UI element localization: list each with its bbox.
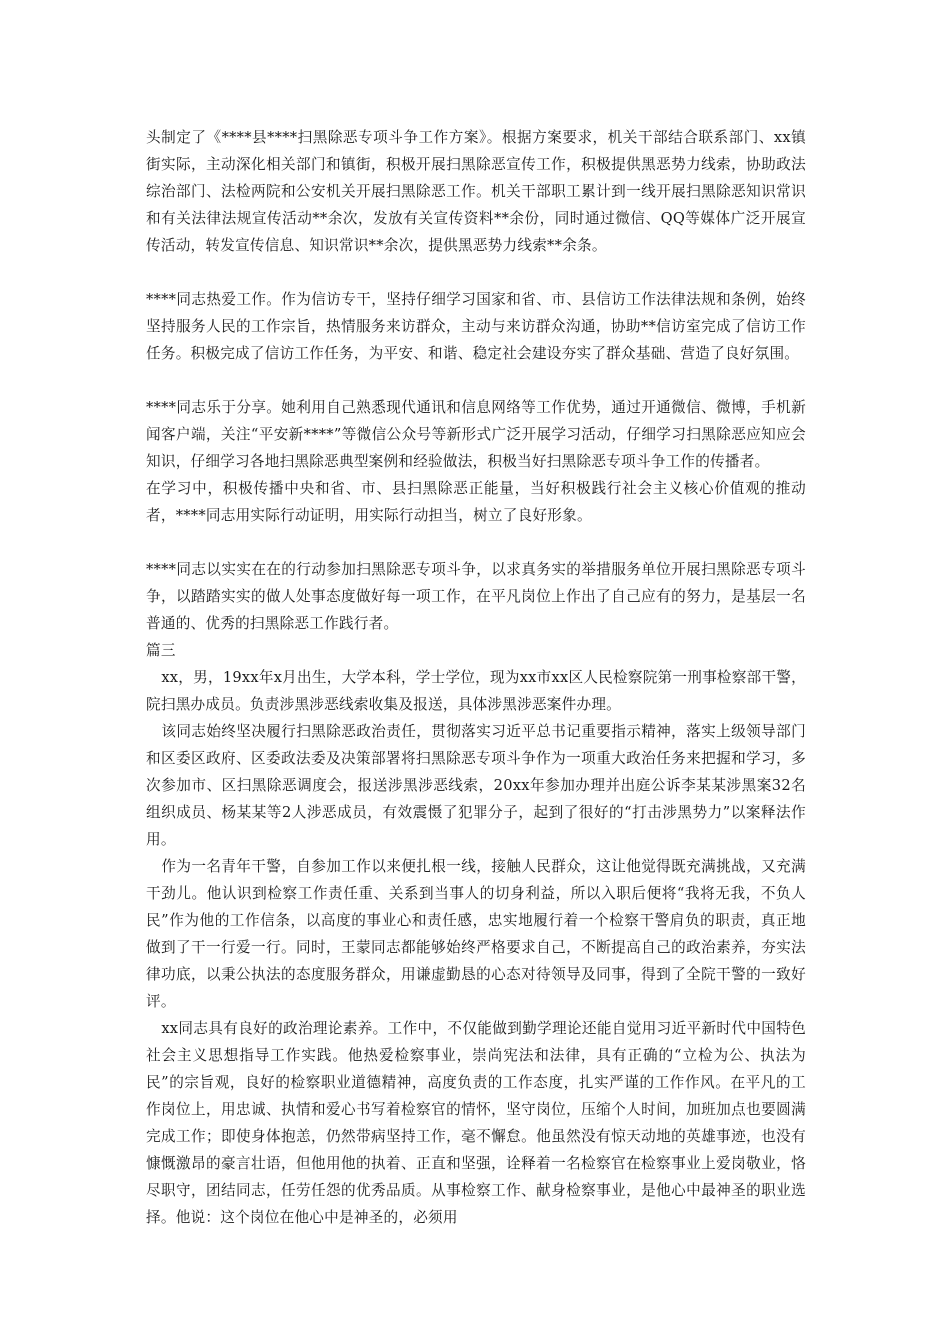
- document-body: [146, 124, 806, 1231]
- paragraph-spacer: [146, 367, 806, 394]
- paragraph-spacer: [146, 259, 806, 286]
- paragraph-theory-literacy: xx同志具有良好的政治理论素养。工作中，不仅能做到勤学理论还能自觉用习近平新时代中国特色社会主义思想指导工作实践。他热爱检察事业，崇尚宪法和法律，具有正确的“立检为公、执法为民”的宗旨观，良好的检察职业道德精神，高度负责的工作态度，扎实严谨的工作作风。在平凡的工作岗位上，用忠诚、执情和爱心书写着检察官的情怀，坚守岗位，压缩个人时间，加班加点也要圆满完成工作；即使身体抱恙，仍然带病坚持工作，毫不懈怠。他虽然没有惊天动地的英雄事迹，也没有慷慨激昂的豪言壮语，但他用他的执着、正直和坚强，诠释着一名检察官在检察事业上爱岗敬业，恪尽职守，团结同志，任劳任怨的优秀品质。从事检察工作、献身检察事业，是他心中最神圣的职业选择。他说：这个岗位在他心中是神圣的，必须用: [146, 1020, 806, 1226]
- paragraph-sharing: ****同志乐于分享。她利用自己熟悉现代通讯和信息网络等工作优势，通过开通微信、微博，手机新闻客户端，关注“平安新****”等微信公众号等新形式广泛开展学习活动，仔细学习扫黑除恶应知应会知识，仔细学习各地扫黑除恶典型案例和经验做法，积极当好扫黑除恶专项斗争工作的传播者。: [146, 399, 806, 470]
- paragraph-political-duty: 该同志始终坚决履行扫黑除恶政治责任，贯彻落实习近平总书记重要指示精神，落实上级领导部门和区委区政府、区委政法委及决策部署将扫黑除恶专项斗争作为一项重大政治任务来把握和学习，多次参加市、区扫黑除恶调度会，报送涉黑涉恶线索，20xx年参加办理并出庭公诉李某某涉黑案32名组织成员、杨某某等2人涉恶成员，有效震慑了犯罪分子，起到了很好的“打击涉黑势力”以案释法作用。: [146, 723, 806, 848]
- paragraph-practitioner: ****同志以实实在在的行动参加扫黑除恶专项斗争，以求真务实的举措服务单位开展扫黑除恶专项斗争，以踏踏实实的做人处事态度做好每一项工作，在平凡岗位上作出了自己应有的努力，是基层一名普通的、优秀的扫黑除恶工作践行者。: [146, 561, 806, 632]
- paragraph-young-officer: 作为一名青年干警，自参加工作以来便扎根一线，接触人民群众，这让他觉得既充满挑战，又充满干劲儿。他认识到检察工作责任重、关系到当事人的切身利益，所以入职后便将“我将无我，不负人民”作为他的工作信条，以高度的事业心和责任感，忠实地履行着一个检察干警肩负的职责，真正地做到了干一行爱一行。同时，王蒙同志都能够始终严格要求自己，不断提高自己的政治素养，夯实法律功底，以秉公执法的态度服务群众，用谦虚勤恳的心态对待领导及同事，得到了全院干警的一致好评。: [146, 858, 806, 1010]
- paragraph-work-plan: 头制定了《****县****扫黑除恶专项斗争工作方案》。根据方案要求，机关干部结合联系部门、xx镇街实际，主动深化相关部门和镇街，积极开展扫黑除恶宣传工作，积极提供黑恶势力线索，协助政法综治部门、法检两院和公安机关开展扫黑除恶工作。机关干部职工累计到一线开展扫黑除恶知识常识和有关法律法规宣传活动**余次，发放有关宣传资料**余份，同时通过微信、QQ等媒体广泛开展宣传活动，转发宣传信息、知识常识**余次，提供黑恶势力线索**余条。: [146, 129, 806, 254]
- paragraph-spacer: [146, 529, 806, 556]
- paragraph-petition-work: ****同志热爱工作。作为信访专干，坚持仔细学习国家和省、市、县信访工作法律法规和条例，始终坚持服务人民的工作宗旨，热情服务来访群众，主动与来访群众沟通，协助**信访室完成了信访工作任务。积极完成了信访工作任务，为平安、和谐、稳定社会建设夯实了群众基础、营造了良好氛围。: [146, 291, 806, 362]
- section-heading: 篇三: [146, 642, 176, 659]
- paragraph-learning: 在学习中，积极传播中央和省、市、县扫黑除恶正能量，当好积极践行社会主义核心价值观的推动者，****同志用实际行动证明，用实际行动担当，树立了良好形象。: [146, 480, 806, 524]
- paragraph-profile: xx，男，19xx年x月出生，大学本科，学士学位，现为xx市xx区人民检察院第一刑事检察部干警，院扫黑办成员。负责涉黑涉恶线索收集及报送，具体涉黑涉恶案件办理。: [146, 669, 806, 713]
